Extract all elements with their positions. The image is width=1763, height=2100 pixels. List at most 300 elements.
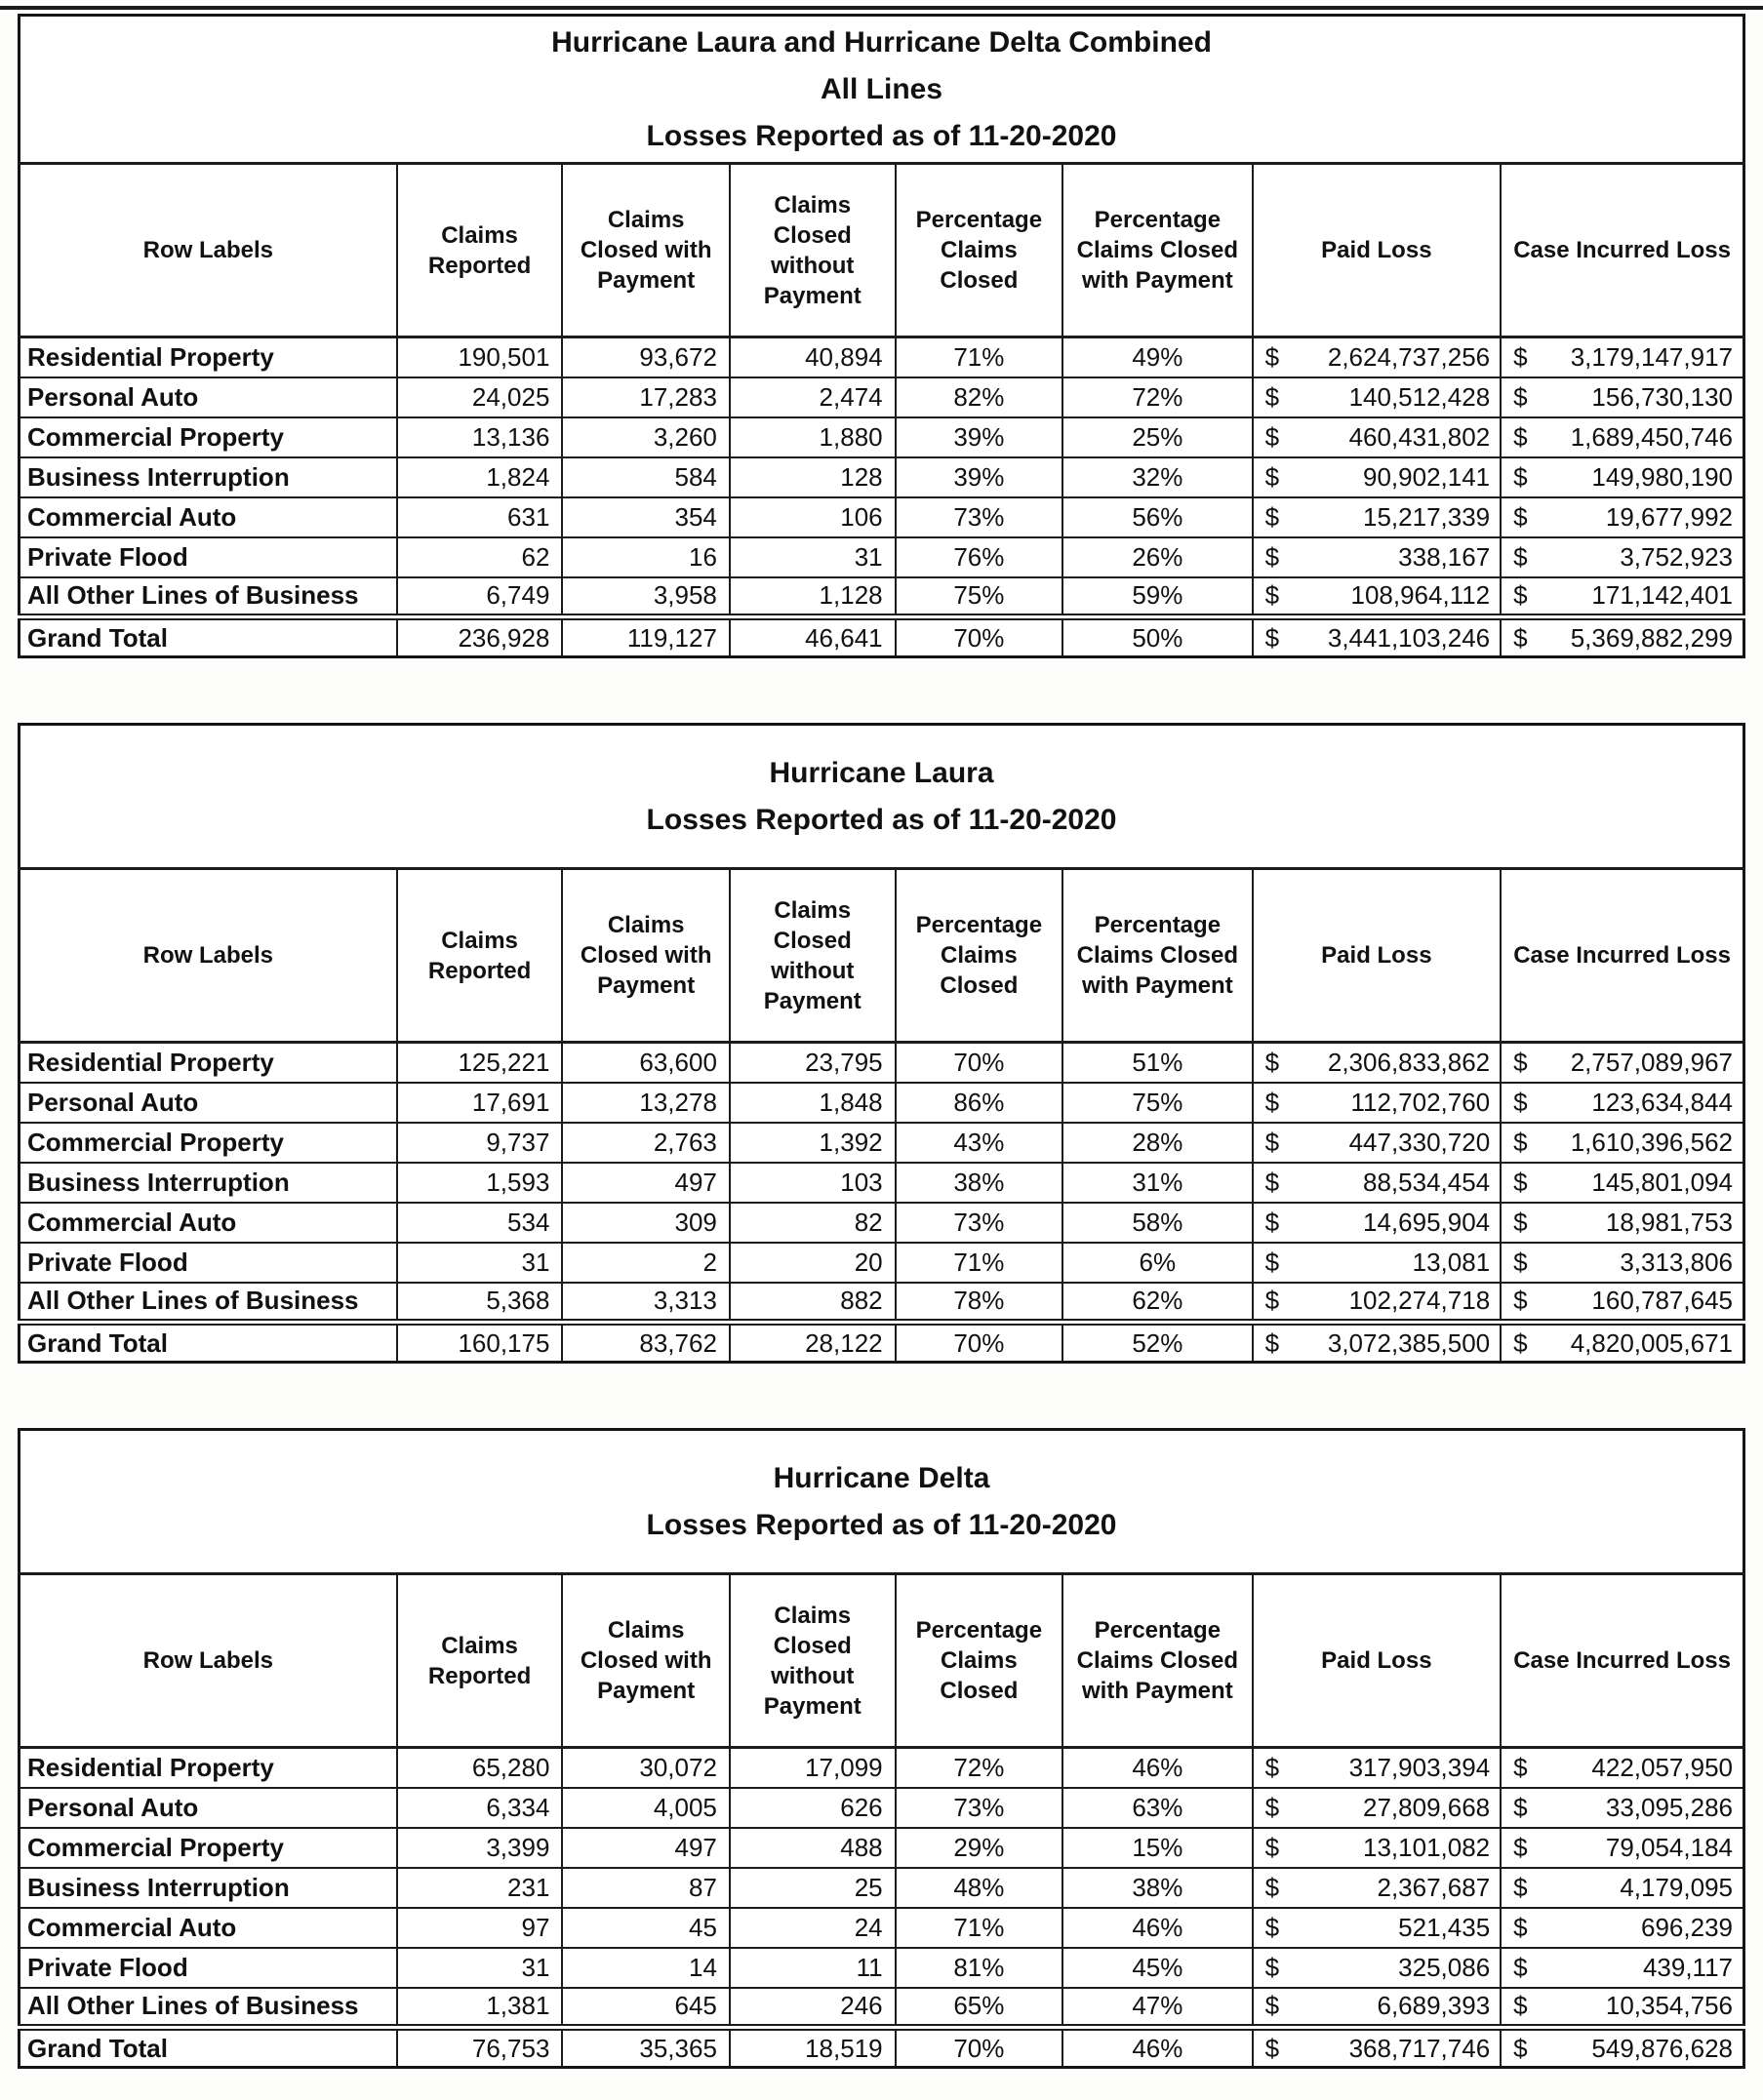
money-cell-content [1513, 1248, 1733, 1278]
dollar-sign: $ [1513, 1207, 1528, 1237]
value-cell: 39% [896, 417, 1062, 457]
losses-table-laura [18, 723, 1745, 1364]
value-cell: 76% [896, 537, 1062, 577]
money-cell-content [1513, 462, 1733, 493]
value-cell: 45% [1062, 1948, 1252, 1988]
money-value: 4,820,005,671 [1570, 1327, 1733, 1358]
value-cell [1501, 1988, 1743, 2028]
money-value: 1,610,396,562 [1570, 1127, 1733, 1157]
value-cell [1501, 497, 1743, 537]
value-cell: 4,005 [562, 1788, 729, 1828]
dollar-sign: $ [1513, 381, 1528, 412]
money-cell-content [1265, 542, 1491, 573]
table-row [20, 1908, 1744, 1948]
table-row [20, 1948, 1744, 1988]
value-cell: 497 [562, 1828, 729, 1868]
value-cell [1501, 1748, 1743, 1788]
value-cell: 48% [896, 1868, 1062, 1908]
dollar-sign: $ [1513, 1047, 1528, 1077]
row-label-cell: Residential Property [20, 1043, 397, 1083]
value-cell: 11 [730, 1948, 896, 1988]
value-cell [1501, 537, 1743, 577]
money-value: 521,435 [1398, 1912, 1491, 1942]
value-cell: 75% [1062, 1083, 1252, 1123]
table-row [20, 1203, 1744, 1243]
money-value: 696,239 [1641, 1912, 1733, 1942]
dollar-sign: $ [1264, 421, 1280, 452]
value-cell: 6,749 [397, 577, 563, 617]
column-header-1: Claims Reported [397, 869, 563, 1043]
money-value: 338,167 [1398, 541, 1491, 572]
money-cell-content [1513, 1048, 1733, 1078]
value-cell [1501, 1123, 1743, 1163]
dollar-sign: $ [1513, 1872, 1528, 1902]
column-header-7: Case Incurred Loss [1501, 164, 1743, 337]
value-cell [1253, 1243, 1502, 1283]
table-row [20, 497, 1744, 537]
money-cell-content [1265, 1913, 1491, 1943]
row-label-cell: All Other Lines of Business [20, 1988, 397, 2028]
money-value: 460,431,802 [1348, 421, 1491, 452]
value-cell: 31 [397, 1243, 563, 1283]
column-header-7: Case Incurred Loss [1501, 1574, 1743, 1748]
dollar-sign: $ [1264, 341, 1280, 372]
value-cell: 43% [896, 1123, 1062, 1163]
dollar-sign: $ [1513, 1792, 1528, 1822]
dollar-sign: $ [1264, 1087, 1280, 1117]
row-label-cell: Commercial Auto [20, 1908, 397, 1948]
column-header-4: Percentage Claims Closed [896, 869, 1062, 1043]
dollar-sign: $ [1264, 1327, 1280, 1358]
money-cell-content [1513, 580, 1733, 611]
money-value: 2,367,687 [1377, 1872, 1491, 1902]
value-cell [1501, 1043, 1743, 1083]
column-header-0: Row Labels [20, 1574, 397, 1748]
table-title-line: Hurricane Delta [773, 1461, 990, 1494]
money-cell-content [1265, 1991, 1491, 2021]
value-cell: 1,381 [397, 1988, 563, 2028]
money-value: 14,695,904 [1363, 1207, 1491, 1237]
money-value: 549,876,628 [1591, 2033, 1733, 2063]
money-value: 123,634,844 [1591, 1087, 1733, 1117]
value-cell: 17,099 [730, 1748, 896, 1788]
money-value: 447,330,720 [1348, 1127, 1491, 1157]
table-row [20, 1163, 1744, 1203]
value-cell: 103 [730, 1163, 896, 1203]
value-cell: 40,894 [730, 337, 896, 377]
column-header-7: Case Incurred Loss [1501, 869, 1743, 1043]
value-cell: 626 [730, 1788, 896, 1828]
row-label-cell: Residential Property [20, 337, 397, 377]
value-cell: 82% [896, 377, 1062, 417]
value-cell [1501, 577, 1743, 617]
column-header-4: Percentage Claims Closed [896, 164, 1062, 337]
grand-total-value-cell: 236,928 [397, 617, 563, 657]
dollar-sign: $ [1264, 1792, 1280, 1822]
row-label-cell: Business Interruption [20, 457, 397, 497]
row-label-cell: Private Flood [20, 1243, 397, 1283]
money-value: 439,117 [1642, 1952, 1733, 1982]
money-cell-content [1265, 1953, 1491, 1983]
money-value: 15,217,339 [1363, 501, 1491, 532]
value-cell: 47% [1062, 1988, 1252, 2028]
column-header-4: Percentage Claims Closed [896, 1574, 1062, 1748]
value-cell: 62% [1062, 1283, 1252, 1323]
money-cell-content [1513, 1913, 1733, 1943]
value-cell: 31 [397, 1948, 563, 1988]
table-row [20, 1043, 1744, 1083]
table-row [20, 1868, 1744, 1908]
dollar-sign: $ [1513, 580, 1528, 611]
value-cell [1253, 417, 1502, 457]
money-cell-content [1265, 1248, 1491, 1278]
money-cell-content [1265, 580, 1491, 611]
table-title-line: Losses Reported as of 11-20-2020 [646, 803, 1117, 836]
table-row [20, 537, 1744, 577]
dollar-sign: $ [1264, 580, 1280, 611]
value-cell: 25 [730, 1868, 896, 1908]
money-value: 317,903,394 [1348, 1752, 1491, 1782]
dollar-sign: $ [1264, 1127, 1280, 1157]
money-value: 108,964,112 [1350, 580, 1491, 611]
row-label-cell: Personal Auto [20, 1083, 397, 1123]
value-cell: 13,136 [397, 417, 563, 457]
column-header-1: Claims Reported [397, 1574, 563, 1748]
dollar-sign: $ [1264, 381, 1280, 412]
value-cell: 3,399 [397, 1828, 563, 1868]
value-cell: 72% [896, 1748, 1062, 1788]
money-value: 90,902,141 [1363, 461, 1491, 492]
grand-total-value-cell: 46% [1062, 2028, 1252, 2068]
money-cell-content [1265, 1128, 1491, 1158]
grand-total-value-cell: 18,519 [730, 2028, 896, 2068]
dollar-sign: $ [1264, 1047, 1280, 1077]
value-cell: 28% [1062, 1123, 1252, 1163]
grand-total-value-cell: 70% [896, 1323, 1062, 1363]
value-cell: 231 [397, 1868, 563, 1908]
table-row [20, 457, 1744, 497]
value-cell: 1,880 [730, 417, 896, 457]
row-label-cell: Residential Property [20, 1748, 397, 1788]
money-cell-content [1513, 623, 1733, 654]
value-cell: 2,763 [562, 1123, 729, 1163]
value-cell: 59% [1062, 577, 1252, 617]
money-value: 3,752,923 [1620, 541, 1733, 572]
money-value: 2,306,833,862 [1327, 1047, 1491, 1077]
dollar-sign: $ [1264, 501, 1280, 532]
value-cell [1501, 457, 1743, 497]
value-cell [1253, 1868, 1502, 1908]
column-header-5: Percentage Claims Closed with Payment [1062, 1574, 1252, 1748]
value-cell [1253, 1908, 1502, 1948]
value-cell: 534 [397, 1203, 563, 1243]
money-value: 2,624,737,256 [1327, 341, 1491, 372]
value-cell: 32% [1062, 457, 1252, 497]
grand-total-value-cell [1253, 2028, 1502, 2068]
money-cell-content [1265, 502, 1491, 533]
value-cell: 2,474 [730, 377, 896, 417]
table-row [20, 417, 1744, 457]
value-cell: 70% [896, 1043, 1062, 1083]
dollar-sign: $ [1513, 1912, 1528, 1942]
value-cell [1253, 377, 1502, 417]
column-header-6: Paid Loss [1253, 869, 1502, 1043]
value-cell: 1,824 [397, 457, 563, 497]
money-cell-content [1513, 1328, 1733, 1359]
table-row [20, 1283, 1744, 1323]
grand-total-value-cell [1501, 617, 1743, 657]
column-header-0: Row Labels [20, 164, 397, 337]
column-header-2: Claims Closed with Payment [562, 869, 729, 1043]
dollar-sign: $ [1264, 541, 1280, 572]
money-cell-content [1265, 1048, 1491, 1078]
value-cell [1501, 1283, 1743, 1323]
value-cell [1501, 1203, 1743, 1243]
value-cell: 93,672 [562, 337, 729, 377]
value-cell: 78% [896, 1283, 1062, 1323]
grand-total-value-cell: 46,641 [730, 617, 896, 657]
table-title [20, 725, 1744, 869]
value-cell: 6,334 [397, 1788, 563, 1828]
value-cell: 38% [896, 1163, 1062, 1203]
money-value: 18,981,753 [1605, 1207, 1733, 1237]
value-cell: 82 [730, 1203, 896, 1243]
column-header-5: Percentage Claims Closed with Payment [1062, 164, 1252, 337]
money-value: 3,072,385,500 [1327, 1327, 1491, 1358]
row-label-cell: Commercial Property [20, 1123, 397, 1163]
column-header-3: Claims Closed without Payment [730, 1574, 896, 1748]
grand-total-value-cell: 70% [896, 617, 1062, 657]
table-section-laura [18, 723, 1745, 1364]
value-cell: 190,501 [397, 337, 563, 377]
row-label-cell: Private Flood [20, 537, 397, 577]
money-cell-content [1513, 1088, 1733, 1118]
value-cell: 15% [1062, 1828, 1252, 1868]
table-row [20, 377, 1744, 417]
value-cell: 56% [1062, 497, 1252, 537]
grand-total-value-cell [1501, 2028, 1743, 2068]
dollar-sign: $ [1513, 1087, 1528, 1117]
value-cell: 24 [730, 1908, 896, 1948]
money-value: 1,689,450,746 [1570, 421, 1733, 452]
value-cell: 125,221 [397, 1043, 563, 1083]
value-cell [1253, 1788, 1502, 1828]
column-header-1: Claims Reported [397, 164, 563, 337]
money-cell-content [1265, 1208, 1491, 1238]
value-cell [1501, 1788, 1743, 1828]
scan-artifact-line [0, 6, 1763, 10]
losses-table-delta [18, 1428, 1745, 2069]
money-value: 140,512,428 [1348, 381, 1491, 412]
money-value: 325,086 [1398, 1952, 1491, 1982]
money-value: 13,081 [1412, 1247, 1491, 1277]
grand-total-row [20, 2028, 1744, 2068]
value-cell: 39% [896, 457, 1062, 497]
value-cell: 882 [730, 1283, 896, 1323]
dollar-sign: $ [1513, 1286, 1528, 1316]
value-cell: 65% [896, 1988, 1062, 2028]
grand-total-value-cell: 28,122 [730, 1323, 896, 1363]
value-cell: 354 [562, 497, 729, 537]
money-cell-content [1265, 1833, 1491, 1863]
money-value: 3,441,103,246 [1327, 622, 1491, 653]
grand-total-value-cell: 76,753 [397, 2028, 563, 2068]
row-label-cell: All Other Lines of Business [20, 1283, 397, 1323]
dollar-sign: $ [1264, 1167, 1280, 1197]
money-value: 13,101,082 [1363, 1832, 1491, 1862]
row-label-cell: Commercial Auto [20, 1203, 397, 1243]
value-cell: 3,313 [562, 1283, 729, 1323]
dollar-sign: $ [1513, 1991, 1528, 2021]
grand-total-row [20, 617, 1744, 657]
money-cell-content [1513, 1208, 1733, 1238]
value-cell: 26% [1062, 537, 1252, 577]
dollar-sign: $ [1513, 1127, 1528, 1157]
value-cell: 86% [896, 1083, 1062, 1123]
value-cell: 497 [562, 1163, 729, 1203]
value-cell: 128 [730, 457, 896, 497]
value-cell: 31% [1062, 1163, 1252, 1203]
dollar-sign: $ [1513, 501, 1528, 532]
money-cell-content [1513, 1753, 1733, 1783]
value-cell: 46% [1062, 1908, 1252, 1948]
value-cell: 309 [562, 1203, 729, 1243]
dollar-sign: $ [1264, 461, 1280, 492]
value-cell: 1,593 [397, 1163, 563, 1203]
table-row [20, 1828, 1744, 1868]
value-cell [1253, 1163, 1502, 1203]
value-cell: 58% [1062, 1203, 1252, 1243]
money-cell-content [1265, 1873, 1491, 1903]
dollar-sign: $ [1264, 622, 1280, 653]
dollar-sign: $ [1513, 421, 1528, 452]
grand-total-value-cell: 35,365 [562, 2028, 729, 2068]
row-label-cell: Commercial Auto [20, 497, 397, 537]
value-cell: 63,600 [562, 1043, 729, 1083]
value-cell [1253, 337, 1502, 377]
value-cell [1253, 1748, 1502, 1788]
money-value: 19,677,992 [1605, 501, 1733, 532]
money-cell-content [1513, 1953, 1733, 1983]
money-cell-content [1265, 1286, 1491, 1316]
value-cell: 65,280 [397, 1748, 563, 1788]
grand-total-value-cell: 83,762 [562, 1323, 729, 1363]
value-cell [1501, 1908, 1743, 1948]
money-cell-content [1513, 1128, 1733, 1158]
grand-total-value-cell [1253, 1323, 1502, 1363]
value-cell: 62 [397, 537, 563, 577]
value-cell [1253, 1083, 1502, 1123]
money-cell-content [1513, 502, 1733, 533]
grand-total-value-cell [1501, 1323, 1743, 1363]
money-cell-content [1265, 382, 1491, 413]
row-label-cell: All Other Lines of Business [20, 577, 397, 617]
value-cell: 23,795 [730, 1043, 896, 1083]
value-cell: 71% [896, 1908, 1062, 1948]
value-cell [1501, 1948, 1743, 1988]
money-value: 368,717,746 [1348, 2033, 1491, 2063]
value-cell: 63% [1062, 1788, 1252, 1828]
value-cell: 97 [397, 1908, 563, 1948]
column-header-6: Paid Loss [1253, 1574, 1502, 1748]
money-value: 160,787,645 [1591, 1286, 1733, 1316]
value-cell [1501, 337, 1743, 377]
dollar-sign: $ [1264, 1286, 1280, 1316]
table-title-line: Losses Reported as of 11-20-2020 [646, 1508, 1117, 1541]
value-cell [1253, 1203, 1502, 1243]
dollar-sign: $ [1513, 622, 1528, 653]
dollar-sign: $ [1264, 1832, 1280, 1862]
dollar-sign: $ [1513, 341, 1528, 372]
money-cell-content [1513, 422, 1733, 453]
dollar-sign: $ [1264, 1247, 1280, 1277]
dollar-sign: $ [1264, 1872, 1280, 1902]
table-row [20, 1123, 1744, 1163]
value-cell: 46% [1062, 1748, 1252, 1788]
money-value: 112,702,760 [1350, 1087, 1491, 1117]
value-cell: 81% [896, 1948, 1062, 1988]
grand-total-label-cell: Grand Total [20, 1323, 397, 1363]
row-label-cell: Commercial Property [20, 417, 397, 457]
money-cell-content [1265, 623, 1491, 654]
value-cell: 45 [562, 1908, 729, 1948]
money-cell-content [1513, 1286, 1733, 1316]
value-cell [1501, 1083, 1743, 1123]
value-cell: 24,025 [397, 377, 563, 417]
value-cell [1501, 1868, 1743, 1908]
money-cell-content [1513, 542, 1733, 573]
table-section-delta [18, 1428, 1745, 2069]
dollar-sign: $ [1264, 1752, 1280, 1782]
value-cell: 87 [562, 1868, 729, 1908]
table-row [20, 577, 1744, 617]
value-cell: 1,392 [730, 1123, 896, 1163]
column-header-6: Paid Loss [1253, 164, 1502, 337]
value-cell: 73% [896, 1788, 1062, 1828]
money-value: 5,369,882,299 [1570, 622, 1733, 653]
value-cell: 246 [730, 1988, 896, 2028]
money-value: 145,801,094 [1591, 1167, 1733, 1197]
dollar-sign: $ [1264, 1991, 1280, 2021]
value-cell [1253, 497, 1502, 537]
money-value: 27,809,668 [1363, 1792, 1491, 1822]
value-cell: 584 [562, 457, 729, 497]
grand-total-value-cell [1253, 617, 1502, 657]
value-cell [1253, 1283, 1502, 1323]
value-cell: 73% [896, 1203, 1062, 1243]
table-row [20, 1083, 1744, 1123]
value-cell [1253, 577, 1502, 617]
value-cell [1501, 1163, 1743, 1203]
value-cell [1501, 377, 1743, 417]
dollar-sign: $ [1513, 461, 1528, 492]
money-value: 102,274,718 [1348, 1286, 1491, 1316]
money-cell-content [1265, 1088, 1491, 1118]
value-cell: 16 [562, 537, 729, 577]
dollar-sign: $ [1513, 1952, 1528, 1982]
money-cell-content [1513, 2034, 1733, 2064]
value-cell: 31 [730, 537, 896, 577]
table-title [20, 16, 1744, 164]
money-cell-content [1265, 1328, 1491, 1359]
value-cell: 14 [562, 1948, 729, 1988]
money-cell-content [1513, 1793, 1733, 1823]
dollar-sign: $ [1513, 1327, 1528, 1358]
money-cell-content [1265, 1753, 1491, 1783]
grand-total-row [20, 1323, 1744, 1363]
value-cell: 488 [730, 1828, 896, 1868]
dollar-sign: $ [1513, 2033, 1528, 2063]
